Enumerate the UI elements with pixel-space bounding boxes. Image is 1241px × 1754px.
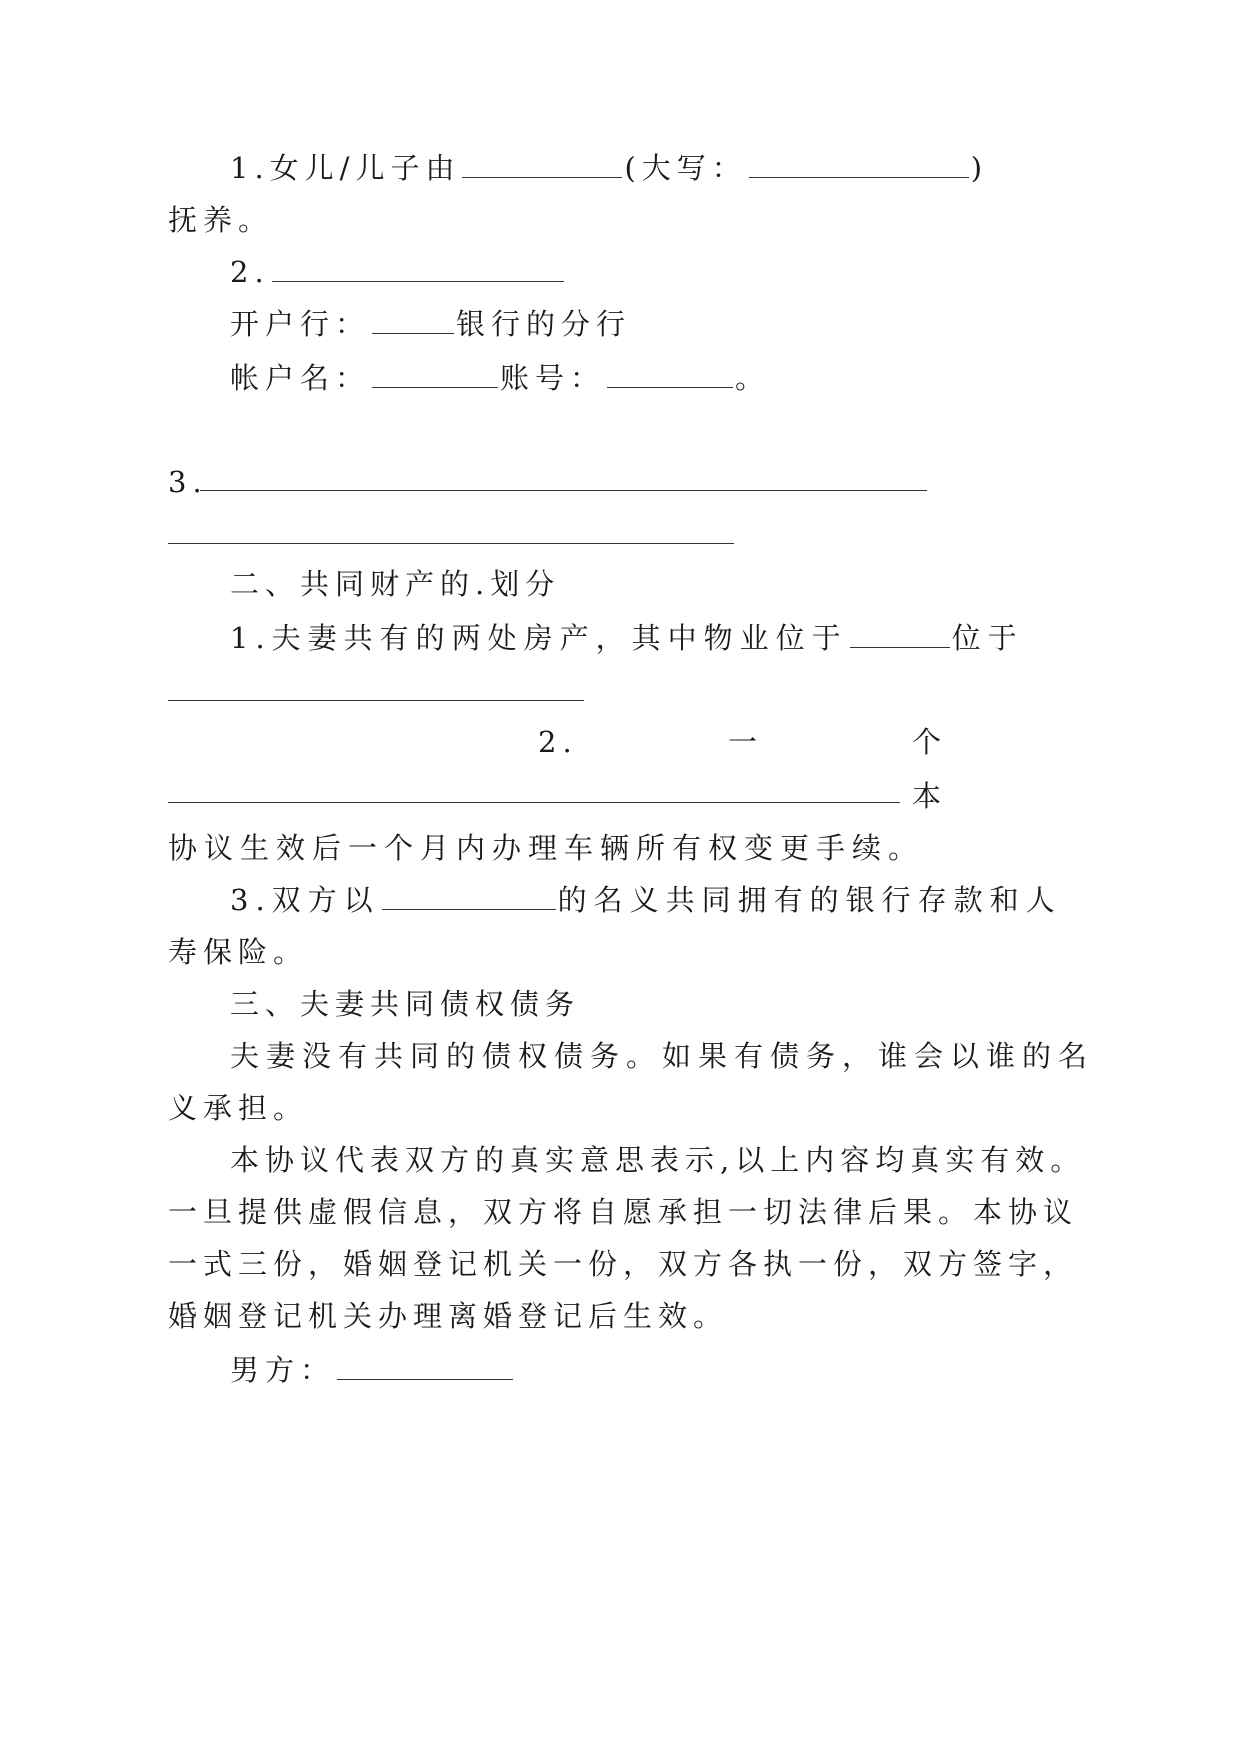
property-location-blank[interactable] <box>850 623 950 648</box>
debts-line-2: 义承担。 <box>168 1091 309 1125</box>
bank-suffix: 银行的分行 <box>456 307 632 341</box>
bank-line <box>230 304 631 344</box>
account-end: 。 <box>735 361 771 395</box>
property-item-3-suffix: 的名义共同拥有的银行存款和人 <box>557 883 1062 917</box>
property-item-1-suffix: 位于 <box>951 621 1024 655</box>
property-item-2-char-b: 个 <box>912 725 948 759</box>
property-item-2-char-c: 本 <box>912 779 948 813</box>
property-item-2-blank[interactable] <box>168 802 900 803</box>
custody-uppercase-blank[interactable] <box>749 153 969 178</box>
closing-line-3: 一式三份，婚姻登记机关一份，双方各执一份，双方签字， <box>168 1247 1079 1281</box>
closing-line-2: 一旦提供虚假信息，双方将自愿承担一切法律后果。本协议 <box>168 1195 1079 1229</box>
property-item-1 <box>230 618 1024 658</box>
bank-blank[interactable] <box>372 309 454 334</box>
closing-line-4: 婚姻登记机关办理离婚登记后生效。 <box>168 1299 729 1333</box>
account-line <box>230 358 770 398</box>
closing-line-1: 本协议代表双方的真实意思表示,以上内容均真实有效。 <box>230 1143 1086 1177</box>
custody-item-1-text: 1.女儿/儿子由 <box>230 151 461 185</box>
property-item-2-num: 2. <box>538 725 578 759</box>
property-heading: 二、共同财产的.划分 <box>230 567 561 601</box>
property-item-2-char-a: 一 <box>728 725 764 759</box>
custody-item-2-blank[interactable] <box>272 257 564 282</box>
custody-item-2-num: 2. <box>230 255 270 289</box>
property-item-1-text: 1.夫妻共有的两处房产，其中物业位于 <box>230 621 848 655</box>
property-item-3-cont: 寿保险。 <box>168 935 309 969</box>
account-name-blank[interactable] <box>372 363 498 388</box>
custody-item-1-end: ) <box>970 151 989 185</box>
male-signature-blank[interactable] <box>337 1355 513 1380</box>
custody-item-3 <box>168 462 208 502</box>
property-item-2-cont: 协议生效后一个月内办理车辆所有权变更手续。 <box>168 831 925 865</box>
property-name-blank[interactable] <box>382 885 556 910</box>
custody-item-1-cont: 抚养。 <box>168 203 274 237</box>
custody-item-3-blank-2[interactable] <box>168 543 734 544</box>
account-no-blank[interactable] <box>607 363 733 388</box>
custody-item-1-mid: (大写： <box>624 151 747 185</box>
custody-item-3-blank-1[interactable] <box>200 490 927 491</box>
custody-item-3-num: 3. <box>168 465 208 499</box>
male-signature-line <box>230 1350 515 1390</box>
bank-label: 开户行： <box>230 307 371 341</box>
custody-parent-blank[interactable] <box>462 153 622 178</box>
property-item-1-blank-2[interactable] <box>168 700 584 701</box>
debts-line-1: 夫妻没有共同的债权债务。如果有债务，谁会以谁的名 <box>230 1039 1095 1073</box>
debts-heading: 三、夫妻共同债权债务 <box>230 987 581 1021</box>
account-no-label: 账号： <box>500 361 606 395</box>
custody-item-1 <box>230 148 988 188</box>
male-label: 男方： <box>230 1353 336 1387</box>
custody-item-2 <box>230 252 566 292</box>
account-name-label: 帐户名： <box>230 361 371 395</box>
property-item-3-text: 3.双方以 <box>230 883 380 917</box>
property-item-3 <box>230 880 1062 920</box>
